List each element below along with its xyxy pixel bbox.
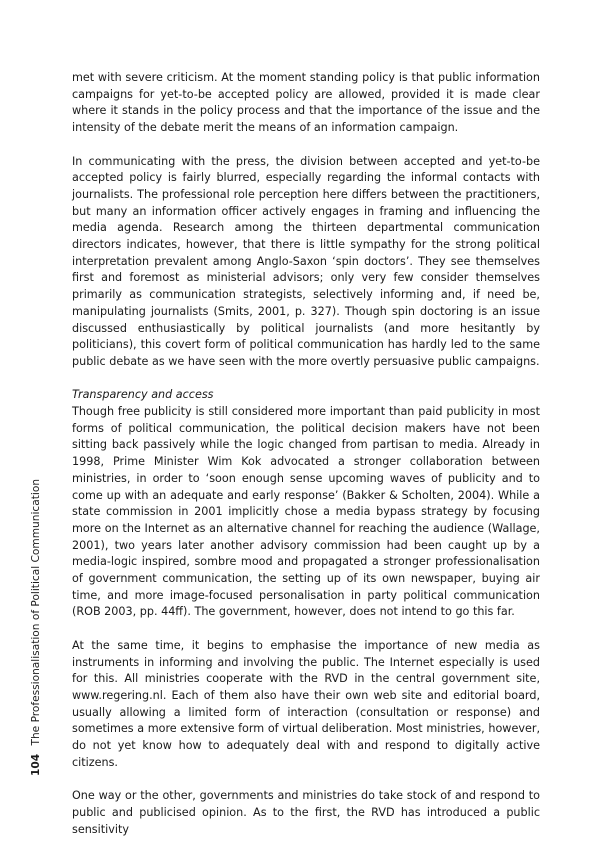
running-header [30, 479, 42, 776]
paragraph: At the same time, it begins to emphasise the importance of new media as instruments in informing and involving the public. The Internet especially is used for this. All ministries cooperate with the RVD in the central government site, www.regering.nl. Each of them also have their own web site and editorial board, usually allowing a limited form of interaction (consultation or response) and sometimes a more extensive form of virtual deliberation. Most ministries, however, do not yet know how to adequately deal with and respond to digitally active citizens. [72, 638, 540, 769]
paragraph: Though free publicity is still considered more important than paid publicity in most forms of political communication, the political decision makers have not been sitting back passively while the logic changed from partisan to media. Already in 1998, Prime Minister Wim Kok advocated a stronger collaboration between ministries, in order to ‘soon enough sense upcoming waves of publicity and to come up with an adequate and early response’ (Bakker & Scholten, 2004). While a state commission in 2001 implicitly chose a media bypass strategy by focusing more on the Internet as an alternative channel for reaching the audience (Wallage, 2001), two years later another advisory commission had been caught up by a media-logic inspired, sombre mood and propagated a stronger professionalisation of government communication, the setting up of its own newspaper, buying air time, and more image-focused personalisation in party political communication (ROB 2003, pp. 44ff). The government, however, does not intend to go this far. [72, 405, 540, 619]
paragraph: met with severe criticism. At the moment standing policy is that public information campaigns for yet-to-be accepted policy are allowed, provided it is made clear where it stands in the policy process and that the importance of the issue and the intensity of the debate merit the means of an information campaign. [72, 71, 540, 135]
paragraph: In communicating with the press, the division between accepted and yet-to-be accepted policy is fairly blurred, especially regarding the informal contacts with journalists. The professional role perception here differs between the practitioners, but many an information officer actively engages in framing and influencing the media agenda. Research among the thirteen departmental communication directors indicates, however, that there is little sympathy for the strong political interpretation prevalent among Anglo-Saxon ‘spin doctors’. They see themselves first and foremost as ministerial advisors; only very few consider themselves primarily as communication strategists, selectively informing and, if need be, manipulating journalists (Smits, 2001, p. 327). Though spin doctoring is an issue discussed enthusiastically by political journalists (and more hesitantly by politicians), this covert form of political communication has hardly led to the same public debate as we have seen with the more overtly persuasive public campaigns. [72, 154, 540, 368]
running-title: The Professionalisation of Political Communication [30, 478, 42, 746]
section-heading: Transparency and access [72, 388, 214, 402]
page-number: 104 [30, 753, 42, 776]
body-text [72, 70, 540, 855]
paragraph: One way or the other, governments and ministries do take stock of and respond to public and publicised opinion. As to the first, the RVD has introduced a public sensitivity [72, 789, 540, 836]
